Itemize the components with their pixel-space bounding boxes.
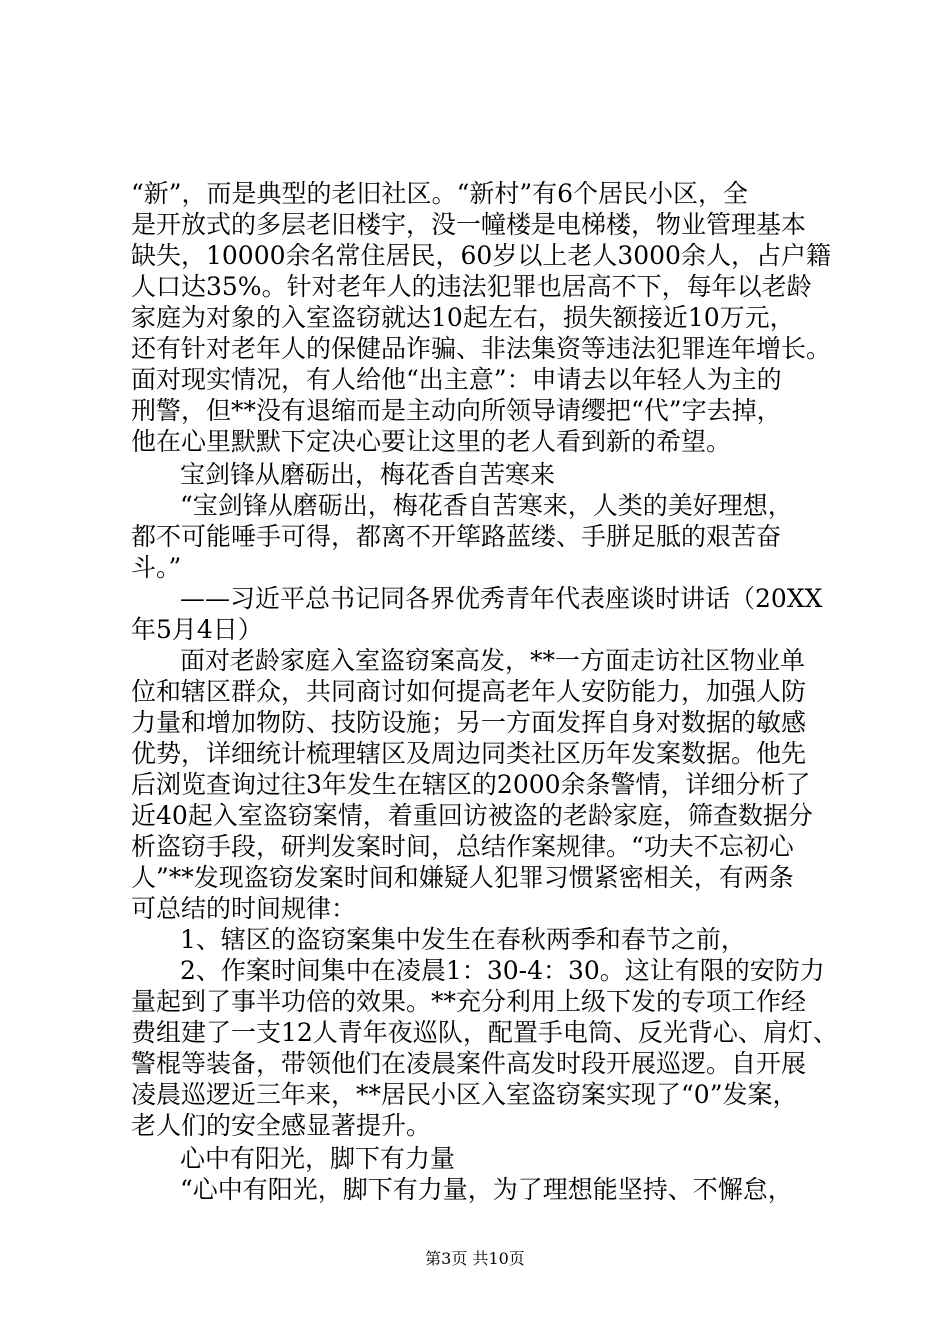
page-number: 第3页 共10页 bbox=[425, 1249, 525, 1268]
list-item: 2、作案时间集中在凌晨1：30-4：30。这让有限的安防力 bbox=[180, 956, 825, 985]
text-line: 优势，详细统计梳理辖区及周边同类社区历年发案数据。他先 bbox=[131, 739, 807, 768]
text-line: 后浏览查询过往3年发生在辖区的2000余条警情，详细分析了 bbox=[131, 770, 811, 799]
quote-attribution: 年5月4日） bbox=[131, 615, 263, 644]
text-line: 近40起入室盗窃案情，着重回访被盗的老龄家庭，筛查数据分 bbox=[131, 801, 813, 830]
text-line: 面对现实情况，有人给他“出主意”：申请去以年轻人为主的 bbox=[131, 365, 782, 394]
quote-line: “宝剑锋从磨砺出，梅花香自苦寒来，人类的美好理想， bbox=[180, 491, 793, 520]
text-line: 老人们的安全感显著提升。 bbox=[131, 1111, 432, 1140]
text-line: 凌晨巡逻近三年来，**居民小区入室盗窃案实现了“0”发案， bbox=[131, 1080, 798, 1109]
text-line: 警棍等装备，带领他们在凌晨案件高发时段开展巡逻。自开展 bbox=[131, 1049, 807, 1078]
text-line: 位和辖区群众，共同商讨如何提高老年人安防能力，加强人防 bbox=[131, 677, 807, 706]
section-heading: 心中有阳光，脚下有力量 bbox=[180, 1144, 456, 1173]
text-line: 家庭为对象的入室盗窃就达10起左右，损失额接近10万元， bbox=[131, 303, 795, 332]
list-item: 1、辖区的盗窃案集中发生在春秋两季和春节之前， bbox=[180, 925, 746, 954]
text-line: 可总结的时间规律： bbox=[131, 894, 357, 923]
text-line: 还有针对老年人的保健品诈骗、非法集资等违法犯罪连年增长。 bbox=[131, 334, 832, 363]
section-heading: 宝剑锋从磨砺出，梅花香自苦寒来 bbox=[180, 460, 556, 489]
text-line: 量起到了事半功倍的效果。**充分利用上级下发的专项工作经 bbox=[131, 987, 807, 1016]
quote-attribution: ——习近平总书记同各界优秀青年代表座谈时讲话（20XX bbox=[180, 584, 823, 613]
text-line: 人”**发现盗窃发案时间和嫌疑人犯罪习惯紧密相关，有两条 bbox=[131, 863, 794, 892]
text-line: “新”，而是典型的老旧社区。“新村”有6个居民小区，全 bbox=[131, 179, 749, 208]
text-line: 力量和增加物防、技防设施；另一方面发挥自身对数据的敏感 bbox=[131, 708, 807, 737]
text-line: 人口达35%。针对老年人的违法犯罪也居高不下，每年以老龄 bbox=[131, 272, 812, 301]
text-line: 他在心里默默下定决心要让这里的老人看到新的希望。 bbox=[131, 427, 732, 456]
quote-line: 都不可能唾手可得，都离不开筚路蓝缕、手胼足胝的艰苦奋 bbox=[131, 522, 782, 551]
text-line: 费组建了一支12人青年夜巡队，配置手电筒、反光背心、肩灯、 bbox=[131, 1018, 838, 1047]
text-line: 是开放式的多层老旧楼宇，没一幢楼是电梯楼，物业管理基本 bbox=[131, 210, 807, 239]
quote-line: “心中有阳光，脚下有力量，为了理想能坚持、不懈怠， bbox=[180, 1175, 793, 1204]
text-line: 刑警，但**没有退缩而是主动向所领导请缨把“代”字去掉， bbox=[131, 396, 782, 425]
quote-line: 斗。” bbox=[131, 553, 182, 582]
text-line: 面对老龄家庭入室盗窃案高发，**一方面走访社区物业单 bbox=[180, 646, 806, 675]
text-line: 析盗窃手段，研判发案时间，总结作案规律。“功夫不忘初心 bbox=[131, 832, 794, 861]
text-line: 缺失，10000余名常住居民，60岁以上老人3000余人，占户籍 bbox=[131, 241, 831, 270]
